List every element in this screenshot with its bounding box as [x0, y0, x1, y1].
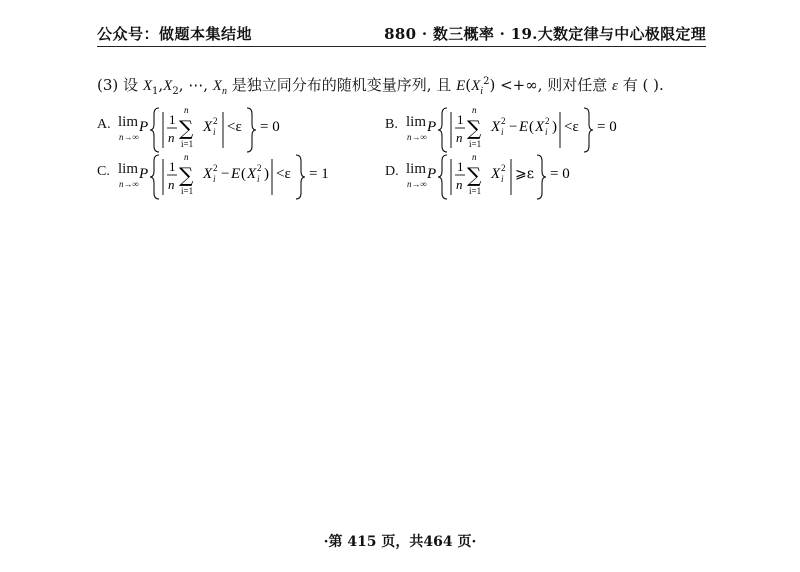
svg-text:1: 1 [457, 112, 464, 127]
question-number: (3) [97, 76, 119, 94]
svg-text:n: n [168, 177, 175, 192]
svg-text:2: 2 [257, 163, 262, 173]
svg-text:n: n [184, 152, 189, 162]
svg-text:P: P [427, 166, 437, 182]
limit-operator: lim n→∞ [406, 114, 427, 142]
svg-text:1: 1 [169, 159, 176, 174]
svg-text:X: X [203, 166, 213, 182]
svg-text:X: X [247, 166, 257, 182]
option-c[interactable] [97, 147, 397, 207]
page-footer: ·第 415 页，共464 页· [323, 534, 477, 550]
svg-text:E: E [231, 166, 241, 182]
svg-text:E: E [519, 119, 529, 135]
svg-text:1: 1 [457, 159, 464, 174]
svg-text:∑: ∑ [179, 163, 194, 187]
svg-text:∑: ∑ [467, 163, 482, 187]
limit-operator: lim n→∞ [118, 114, 139, 142]
svg-text:): ) [264, 166, 269, 182]
svg-text:P: P [139, 119, 149, 135]
svg-text:−: − [509, 119, 518, 135]
formula-d [427, 147, 727, 207]
svg-text:= 0: = 0 [260, 119, 280, 135]
svg-text:= 0: = 0 [597, 119, 617, 135]
limit-operator: lim n→∞ [118, 161, 139, 189]
svg-text:⩾ε: ⩾ε [515, 166, 534, 182]
option-label: B. [385, 117, 398, 132]
svg-text:n: n [472, 152, 477, 162]
svg-text:X: X [535, 119, 545, 135]
option-label: C. [97, 164, 110, 179]
header-divider [97, 46, 706, 47]
svg-text:n: n [456, 130, 463, 145]
svg-text:i=1: i=1 [469, 186, 482, 196]
svg-text:X: X [203, 119, 213, 135]
svg-text:∑: ∑ [179, 116, 194, 140]
svg-text:i=1: i=1 [181, 139, 194, 149]
svg-text:): ) [552, 119, 557, 135]
svg-text:= 0: = 0 [550, 166, 570, 182]
option-label: A. [97, 117, 111, 132]
svg-text:i=1: i=1 [469, 139, 482, 149]
svg-text:n: n [472, 105, 477, 115]
svg-text:i: i [257, 174, 260, 184]
svg-text:−: − [221, 166, 230, 182]
svg-text:i=1: i=1 [181, 186, 194, 196]
option-label: D. [385, 164, 399, 179]
svg-text:P: P [427, 119, 437, 135]
svg-text:2: 2 [213, 116, 218, 126]
svg-text:2: 2 [501, 116, 506, 126]
svg-text:1: 1 [169, 112, 176, 127]
svg-text:2: 2 [501, 163, 506, 173]
svg-text:<ε: <ε [564, 119, 579, 135]
header-left: 公众号：做题本集结地 [97, 25, 253, 43]
svg-text:<ε: <ε [276, 166, 291, 182]
svg-text:2: 2 [213, 163, 218, 173]
svg-text:i: i [545, 127, 548, 137]
svg-text:= 1: = 1 [309, 166, 329, 182]
svg-text:(: ( [529, 119, 534, 135]
limit-operator: lim n→∞ [406, 161, 427, 189]
svg-text:n: n [168, 130, 175, 145]
svg-text:<ε: <ε [227, 119, 242, 135]
svg-text:i: i [213, 174, 216, 184]
svg-text:i: i [501, 174, 504, 184]
svg-text:∑: ∑ [467, 116, 482, 140]
svg-text:i: i [501, 127, 504, 137]
svg-text:i: i [213, 127, 216, 137]
svg-text:P: P [139, 166, 149, 182]
svg-text:2: 2 [545, 116, 550, 126]
svg-text:(: ( [241, 166, 246, 182]
svg-text:X: X [491, 166, 501, 182]
svg-text:n: n [184, 105, 189, 115]
option-d[interactable] [385, 147, 685, 207]
svg-text:n: n [456, 177, 463, 192]
header-right: 880 · 数三概率 · 19.大数定律与中心极限定理 [384, 25, 706, 43]
question-text: (3) 设 $X_1,X_2$, ⋯, $X_n$ 是独立同分布的随机变量序列, 且 $E(X_i^2)$ <+∞, 则对任意 ε 有 ( ). [97, 76, 664, 97]
svg-text:X: X [491, 119, 501, 135]
